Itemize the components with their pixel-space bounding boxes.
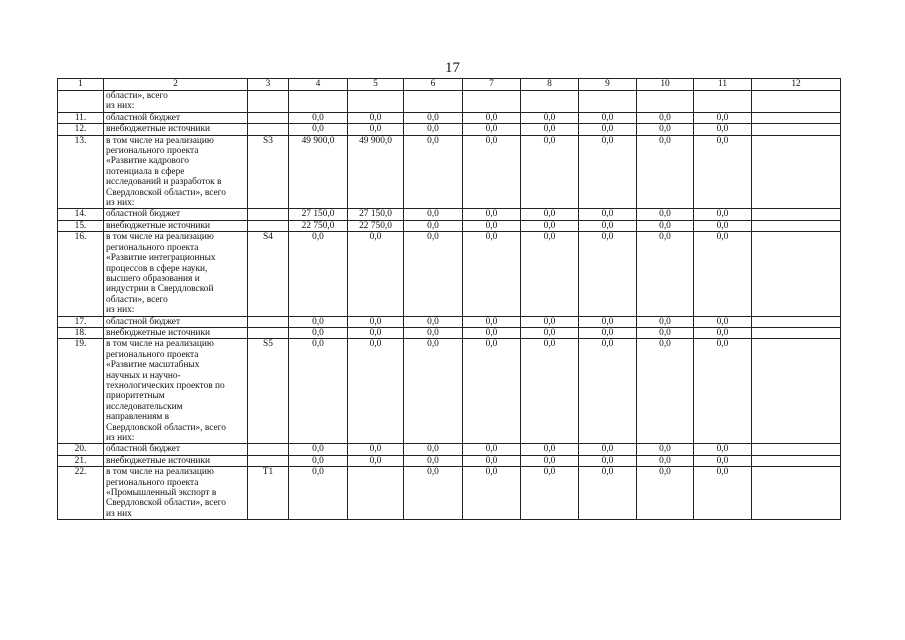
- row-value-cell: 49 900,0: [289, 135, 348, 209]
- row-name-line: регионального проекта: [106, 242, 199, 253]
- row-number-cell: 20.: [58, 444, 104, 455]
- row-name-line: приоритетным: [106, 391, 165, 402]
- table-row: [58, 232, 841, 316]
- row-value-cell: 0,0: [637, 220, 694, 231]
- row-code-cell: [248, 455, 289, 466]
- row-value-cell: 0,0: [694, 220, 752, 231]
- row-name-line: внебюджетные источники: [106, 124, 211, 135]
- table-row: [58, 135, 841, 209]
- row-name-line: «Промышленный экспорт в: [106, 488, 217, 499]
- row-value-cell: [348, 91, 404, 113]
- row-name-line: регионального проекта: [106, 146, 199, 157]
- row-value-cell: 0,0: [463, 444, 521, 455]
- row-value-cell: [752, 220, 841, 231]
- row-value-cell: 27 150,0: [289, 209, 348, 220]
- row-number-cell: 19.: [58, 339, 104, 444]
- table-row: [58, 455, 841, 466]
- row-value-cell: 0,0: [404, 339, 463, 444]
- row-value-cell: 0,0: [694, 135, 752, 209]
- row-value-cell: 0,0: [521, 220, 579, 231]
- row-number-cell: 12.: [58, 124, 104, 135]
- row-code-cell: [248, 220, 289, 231]
- table-row: [58, 124, 841, 135]
- row-value-cell: 0,0: [404, 316, 463, 327]
- row-name-line: Свердловской области», всего: [106, 422, 226, 433]
- row-value-cell: 0,0: [579, 327, 637, 338]
- row-value-cell: 0,0: [521, 444, 579, 455]
- row-name-line: процессов в сфере науки,: [106, 263, 208, 274]
- column-header: 5: [348, 79, 404, 91]
- row-name-cell: [104, 467, 248, 520]
- row-name-cell: [104, 444, 248, 455]
- row-code-cell: S4: [248, 232, 289, 316]
- row-value-cell: 0,0: [348, 316, 404, 327]
- row-value-cell: 0,0: [694, 327, 752, 338]
- row-value-cell: [521, 91, 579, 113]
- row-value-cell: 0,0: [463, 209, 521, 220]
- row-number-cell: 18.: [58, 327, 104, 338]
- row-name-cell: [104, 209, 248, 220]
- row-value-cell: 0,0: [579, 209, 637, 220]
- row-name-line: в том числе на реализацию: [106, 467, 214, 478]
- row-value-cell: 0,0: [463, 467, 521, 520]
- row-value-cell: 0,0: [521, 209, 579, 220]
- row-name-line: внебюджетные источники: [106, 327, 211, 338]
- row-value-cell: 0,0: [463, 232, 521, 316]
- row-name-line: высшего образования и: [106, 273, 200, 284]
- table-row: [58, 220, 841, 231]
- row-number-cell: 14.: [58, 209, 104, 220]
- row-code-cell: [248, 112, 289, 123]
- table-row: [58, 316, 841, 327]
- row-name-line: из них: [106, 508, 132, 519]
- row-value-cell: 0,0: [521, 339, 579, 444]
- row-name-line: Свердловской области», всего: [106, 498, 226, 509]
- row-value-cell: 0,0: [521, 112, 579, 123]
- row-name-line: из них:: [106, 305, 135, 316]
- row-value-cell: [289, 91, 348, 113]
- row-value-cell: 0,0: [579, 316, 637, 327]
- row-value-cell: 0,0: [463, 135, 521, 209]
- row-value-cell: [348, 467, 404, 520]
- row-value-cell: 0,0: [637, 467, 694, 520]
- table-body: [58, 79, 841, 520]
- row-value-cell: 0,0: [521, 135, 579, 209]
- row-code-cell: T1: [248, 467, 289, 520]
- column-header: 7: [463, 79, 521, 91]
- row-code-cell: [248, 209, 289, 220]
- row-number-cell: [58, 91, 104, 113]
- row-value-cell: 22 750,0: [348, 220, 404, 231]
- row-value-cell: 0,0: [579, 112, 637, 123]
- row-value-cell: [463, 91, 521, 113]
- row-value-cell: 0,0: [521, 232, 579, 316]
- row-value-cell: 0,0: [637, 135, 694, 209]
- column-header: 2: [104, 79, 248, 91]
- column-header: 12: [752, 79, 841, 91]
- row-name-line: областной бюджет: [106, 316, 181, 327]
- row-code-cell: [248, 91, 289, 113]
- row-value-cell: 0,0: [348, 124, 404, 135]
- row-value-cell: 0,0: [463, 124, 521, 135]
- column-header: 9: [579, 79, 637, 91]
- row-name-line: «Развитие интеграционных: [106, 253, 216, 264]
- row-value-cell: 0,0: [348, 455, 404, 466]
- row-value-cell: 0,0: [637, 327, 694, 338]
- row-value-cell: 0,0: [404, 124, 463, 135]
- row-value-cell: 0,0: [637, 444, 694, 455]
- column-header: 4: [289, 79, 348, 91]
- budget-table: [57, 78, 841, 520]
- row-code-cell: [248, 444, 289, 455]
- row-value-cell: 0,0: [694, 232, 752, 316]
- row-name-line: областной бюджет: [106, 112, 181, 123]
- row-name-cell: [104, 112, 248, 123]
- row-name-cell: [104, 232, 248, 316]
- row-name-line: области», всего: [106, 294, 168, 305]
- row-value-cell: 27 150,0: [348, 209, 404, 220]
- row-code-cell: S3: [248, 135, 289, 209]
- row-value-cell: 0,0: [579, 124, 637, 135]
- row-value-cell: 0,0: [637, 112, 694, 123]
- row-value-cell: 0,0: [579, 444, 637, 455]
- table-row: [58, 467, 841, 520]
- row-name-line: исследовательским: [106, 401, 183, 412]
- column-header: 6: [404, 79, 463, 91]
- row-name-line: «Развитие масштабных: [106, 360, 200, 371]
- row-value-cell: 0,0: [694, 339, 752, 444]
- table-row: [58, 209, 841, 220]
- row-number-cell: 16.: [58, 232, 104, 316]
- row-value-cell: [694, 91, 752, 113]
- row-name-line: научных и научно-: [106, 370, 181, 381]
- row-name-line: Свердловской области», всего: [106, 187, 226, 198]
- row-value-cell: [752, 316, 841, 327]
- row-value-cell: 0,0: [579, 135, 637, 209]
- row-value-cell: 0,0: [289, 112, 348, 123]
- row-value-cell: 0,0: [289, 455, 348, 466]
- row-value-cell: [404, 91, 463, 113]
- page-number: 17: [445, 60, 460, 76]
- row-name-line: в том числе на реализацию: [106, 232, 214, 243]
- row-value-cell: [752, 327, 841, 338]
- row-value-cell: 0,0: [521, 455, 579, 466]
- row-code-cell: S5: [248, 339, 289, 444]
- row-value-cell: 0,0: [404, 232, 463, 316]
- row-name-line: потенциала в сфере: [106, 166, 185, 177]
- row-value-cell: 0,0: [694, 455, 752, 466]
- row-value-cell: 0,0: [348, 327, 404, 338]
- row-name-line: регионального проекта: [106, 349, 199, 360]
- column-header: 1: [58, 79, 104, 91]
- row-name-cell: [104, 91, 248, 113]
- table-row: [58, 112, 841, 123]
- row-name-line: в том числе на реализацию: [106, 339, 214, 350]
- row-name-cell: [104, 327, 248, 338]
- table-row: [58, 91, 841, 113]
- row-value-cell: 0,0: [694, 209, 752, 220]
- row-value-cell: [752, 209, 841, 220]
- table-row: [58, 327, 841, 338]
- row-value-cell: 0,0: [348, 232, 404, 316]
- row-name-cell: [104, 124, 248, 135]
- row-value-cell: 0,0: [404, 327, 463, 338]
- row-value-cell: 0,0: [694, 467, 752, 520]
- row-value-cell: 22 750,0: [289, 220, 348, 231]
- row-name-cell: [104, 455, 248, 466]
- row-number-cell: 17.: [58, 316, 104, 327]
- table-row: [58, 339, 841, 444]
- row-value-cell: 0,0: [521, 327, 579, 338]
- row-number-cell: 15.: [58, 220, 104, 231]
- row-value-cell: 0,0: [463, 316, 521, 327]
- row-value-cell: [752, 444, 841, 455]
- row-value-cell: 0,0: [289, 467, 348, 520]
- row-code-cell: [248, 316, 289, 327]
- row-value-cell: 0,0: [579, 467, 637, 520]
- row-value-cell: 0,0: [694, 316, 752, 327]
- row-name-line: направлениям в: [106, 412, 170, 423]
- column-header: 10: [637, 79, 694, 91]
- row-name-cell: [104, 339, 248, 444]
- row-value-cell: 49 900,0: [348, 135, 404, 209]
- row-value-cell: 0,0: [521, 467, 579, 520]
- row-value-cell: 0,0: [348, 339, 404, 444]
- row-value-cell: [752, 124, 841, 135]
- row-name-line: внебюджетные источники: [106, 220, 211, 231]
- row-code-cell: [248, 124, 289, 135]
- column-header: 3: [248, 79, 289, 91]
- row-name-cell: [104, 220, 248, 231]
- row-name-line: внебюджетные источники: [106, 455, 211, 466]
- row-code-cell: [248, 327, 289, 338]
- column-header: 11: [694, 79, 752, 91]
- row-value-cell: [752, 455, 841, 466]
- row-value-cell: 0,0: [579, 220, 637, 231]
- row-name-line: технологических проектов по: [106, 380, 225, 391]
- row-value-cell: 0,0: [404, 444, 463, 455]
- row-value-cell: 0,0: [348, 112, 404, 123]
- row-value-cell: [637, 91, 694, 113]
- row-name-line: областной бюджет: [106, 209, 181, 220]
- row-value-cell: 0,0: [289, 124, 348, 135]
- row-value-cell: 0,0: [289, 232, 348, 316]
- row-value-cell: [752, 339, 841, 444]
- row-number-cell: 11.: [58, 112, 104, 123]
- row-name-line: областной бюджет: [106, 444, 181, 455]
- row-name-line: регионального проекта: [106, 477, 199, 488]
- row-value-cell: 0,0: [463, 220, 521, 231]
- row-value-cell: 0,0: [694, 112, 752, 123]
- row-value-cell: [752, 135, 841, 209]
- row-value-cell: 0,0: [579, 339, 637, 444]
- table-row: [58, 444, 841, 455]
- row-name-line: из них:: [106, 101, 135, 112]
- row-value-cell: [579, 91, 637, 113]
- column-header: 8: [521, 79, 579, 91]
- row-value-cell: 0,0: [694, 124, 752, 135]
- row-value-cell: 0,0: [289, 339, 348, 444]
- row-value-cell: 0,0: [521, 316, 579, 327]
- row-name-line: из них:: [106, 198, 135, 209]
- row-value-cell: 0,0: [463, 455, 521, 466]
- row-value-cell: 0,0: [404, 209, 463, 220]
- row-name-line: «Развитие кадрового: [106, 156, 189, 167]
- row-value-cell: 0,0: [579, 232, 637, 316]
- row-value-cell: [752, 232, 841, 316]
- row-name-line: исследований и разработок в: [106, 177, 222, 188]
- row-value-cell: 0,0: [348, 444, 404, 455]
- row-value-cell: 0,0: [404, 135, 463, 209]
- row-value-cell: 0,0: [637, 455, 694, 466]
- row-value-cell: [752, 467, 841, 520]
- row-value-cell: 0,0: [521, 124, 579, 135]
- row-value-cell: 0,0: [289, 316, 348, 327]
- row-value-cell: 0,0: [694, 444, 752, 455]
- row-value-cell: 0,0: [289, 444, 348, 455]
- row-value-cell: 0,0: [637, 232, 694, 316]
- row-name-line: индустрии в Свердловской: [106, 284, 214, 295]
- row-value-cell: 0,0: [637, 124, 694, 135]
- row-value-cell: 0,0: [404, 467, 463, 520]
- row-number-cell: 21.: [58, 455, 104, 466]
- row-value-cell: 0,0: [463, 112, 521, 123]
- row-name-line: из них:: [106, 433, 135, 443]
- row-value-cell: 0,0: [637, 339, 694, 444]
- row-value-cell: 0,0: [404, 455, 463, 466]
- row-value-cell: 0,0: [463, 327, 521, 338]
- row-value-cell: 0,0: [404, 112, 463, 123]
- row-value-cell: 0,0: [463, 339, 521, 444]
- row-value-cell: 0,0: [637, 209, 694, 220]
- row-value-cell: [752, 112, 841, 123]
- row-value-cell: 0,0: [404, 220, 463, 231]
- row-name-cell: [104, 135, 248, 209]
- row-name-line: в том числе на реализацию: [106, 135, 214, 146]
- row-value-cell: 0,0: [289, 327, 348, 338]
- row-number-cell: 13.: [58, 135, 104, 209]
- row-value-cell: 0,0: [637, 316, 694, 327]
- row-value-cell: 0,0: [579, 455, 637, 466]
- row-name-cell: [104, 316, 248, 327]
- row-value-cell: [752, 91, 841, 113]
- row-number-cell: 22.: [58, 467, 104, 520]
- row-name-line: области», всего: [106, 91, 168, 101]
- table-header-row: [58, 79, 841, 91]
